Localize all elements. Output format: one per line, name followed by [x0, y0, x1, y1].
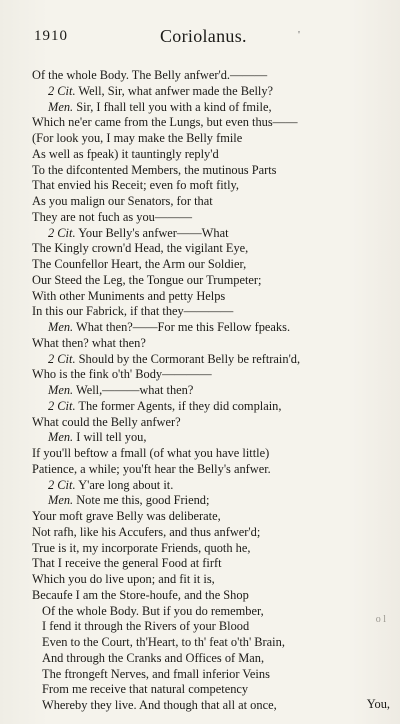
play-text — [32, 68, 362, 714]
line-text: With other Muniments and petty Helps — [32, 288, 226, 303]
text-line — [32, 462, 362, 478]
text-line — [32, 257, 362, 273]
line-text: Should by the Cormorant Belly be reftrain'd, — [78, 351, 301, 366]
line-text: I fend it through the Rivers of your Blood — [42, 619, 250, 634]
line-text: Patience, a while; you'ft hear the Belly's anfwer. — [32, 461, 271, 476]
line-text: What could the Belly anfwer? — [32, 414, 181, 429]
text-line — [32, 556, 362, 572]
margin-mark: o l — [375, 614, 386, 625]
text-line — [32, 336, 362, 352]
line-text: Whereby they live. And though that all at once, — [42, 698, 277, 712]
text-line — [32, 367, 362, 383]
speaker-prefix: 2 Cit. — [48, 477, 76, 492]
text-line — [32, 525, 362, 541]
line-text: What then? what then? — [32, 335, 146, 350]
text-line — [32, 289, 362, 305]
line-text: I will tell you, — [76, 430, 147, 445]
text-line — [32, 430, 362, 446]
line-text: Which ne'er came from the Lungs, but even thus—— — [32, 115, 298, 130]
text-line — [32, 383, 362, 399]
speaker-prefix: 2 Cit. — [48, 225, 76, 240]
text-line — [32, 667, 362, 683]
text-line — [32, 68, 362, 84]
line-text: As you malign our Senators, for that — [32, 194, 213, 208]
line-text: That envied his Receit; even fo moft fitly, — [32, 178, 240, 193]
speaker-prefix: Men. — [48, 493, 74, 508]
speaker-prefix: Men. — [48, 430, 74, 445]
text-line — [32, 147, 362, 163]
line-text: From me receive that natural competency — [42, 682, 249, 697]
speaker-prefix: Men. — [48, 99, 74, 114]
line-text: In this our Fabrick, if that they———— — [32, 304, 234, 319]
speaker-prefix: Men. — [48, 320, 74, 334]
line-text: Becaufe I am the Store-houfe, and the Shop — [32, 587, 249, 602]
text-line — [32, 635, 362, 651]
text-line — [32, 415, 362, 431]
line-text: If you'll beftow a fmall (of what you have little) — [32, 446, 270, 460]
line-text: The Kingly crown'd Head, the vigilant Eye, — [32, 241, 249, 256]
text-line — [32, 399, 362, 415]
line-text: That I receive the general Food at firft — [32, 556, 222, 571]
text-line — [32, 131, 362, 147]
text-line — [32, 163, 362, 179]
speaker-prefix: 2 Cit. — [48, 398, 76, 413]
text-line — [32, 178, 362, 194]
line-text: True is it, my incorporate Friends, quoth he, — [32, 540, 251, 555]
line-text: Sir, I fhall tell you with a kind of fmile, — [76, 99, 272, 114]
text-line — [32, 651, 362, 667]
line-text: The former Agents, if they did complain, — [78, 398, 282, 413]
text-line — [32, 241, 362, 257]
line-text: Of the whole Body. But if you do remember, — [42, 603, 264, 618]
line-text: As well as fpeak) it tauntingly reply'd — [32, 146, 219, 161]
text-line — [32, 210, 362, 226]
line-text: Well,———what then? — [76, 383, 194, 397]
text-line — [32, 509, 362, 525]
text-line — [32, 588, 362, 604]
text-line — [32, 304, 362, 320]
line-text: Which you do live upon; and fit it is, — [32, 572, 215, 586]
text-line — [32, 478, 362, 494]
text-line — [32, 541, 362, 557]
text-line — [32, 194, 362, 210]
speaker-prefix: 2 Cit. — [48, 83, 76, 98]
line-text: Y'are long about it. — [78, 477, 174, 492]
text-line — [32, 273, 362, 289]
running-title: Coriolanus. — [160, 26, 247, 46]
text-line — [32, 619, 362, 635]
text-line — [32, 572, 362, 588]
line-text: Your Belly's anfwer——What — [78, 225, 229, 240]
line-text: Even to the Court, th'Heart, to th' feat o'th' Brain, — [42, 635, 285, 649]
text-line — [32, 320, 362, 336]
text-line — [32, 493, 362, 509]
text-line — [32, 226, 362, 242]
line-text: Of the whole Body. The Belly anfwer'd.——— — [32, 68, 268, 82]
line-text: Your moft grave Belly was deliberate, — [32, 509, 221, 523]
line-text: To the difcontented Members, the mutinous Parts — [32, 162, 277, 177]
line-text: (For look you, I may make the Belly fmile — [32, 131, 243, 145]
speaker-prefix: 2 Cit. — [48, 351, 76, 366]
text-line — [32, 100, 362, 116]
line-text: Not rafh, like his Accufers, and thus anfwer'd; — [32, 524, 261, 539]
line-text: Well, Sir, what anfwer made the Belly? — [78, 83, 274, 98]
text-line — [32, 115, 362, 131]
text-line — [32, 352, 362, 368]
line-text: Our Steed the Leg, the Tongue our Trumpeter; — [32, 272, 262, 287]
text-line — [32, 446, 362, 462]
line-text: The ftrongeft Nerves, and fmall inferior Veins — [42, 666, 270, 681]
header-mark: ' — [298, 29, 300, 41]
line-text: Note me this, good Friend; — [76, 493, 210, 508]
page-number: 1910 — [34, 28, 68, 44]
line-text: The Counfellor Heart, the Arm our Soldier, — [32, 257, 247, 271]
text-line — [32, 698, 362, 714]
text-line — [32, 84, 362, 100]
line-text: And through the Cranks and Offices of Man, — [42, 650, 265, 665]
text-line — [32, 604, 362, 620]
text-line — [32, 682, 362, 698]
catchword: You, — [366, 697, 390, 711]
page-header — [0, 28, 400, 50]
speaker-prefix: Men. — [48, 383, 74, 397]
line-text: Who is the fink o'th' Body———— — [32, 367, 212, 382]
line-text: They are not fuch as you——— — [32, 209, 193, 224]
line-text: What then?——For me this Fellow fpeaks. — [76, 320, 291, 334]
